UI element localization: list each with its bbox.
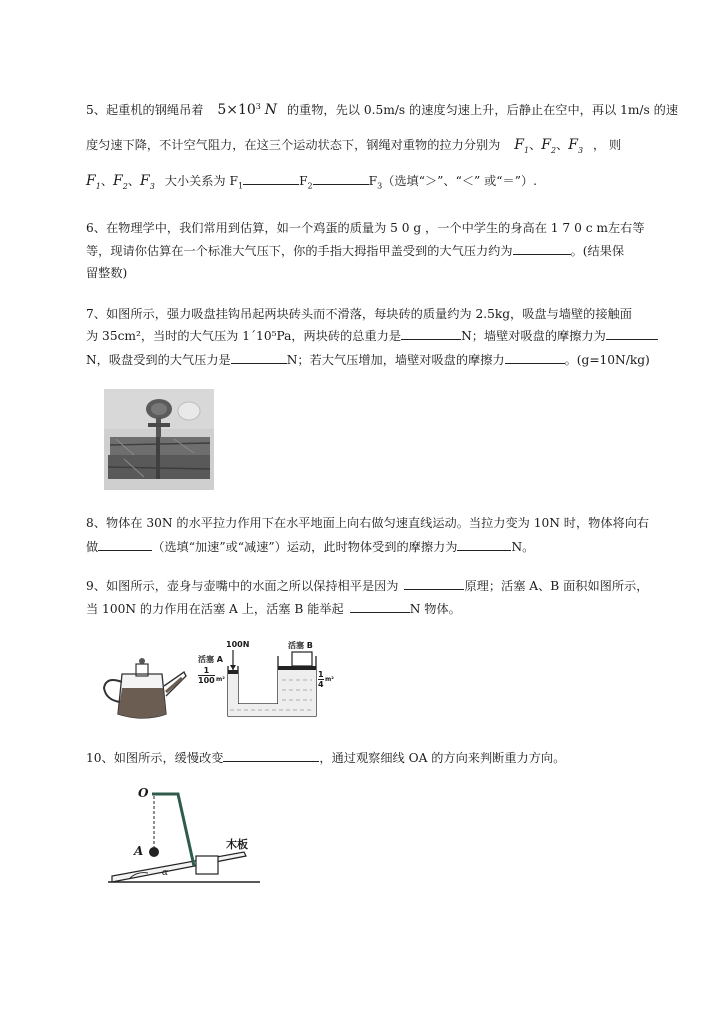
q5-subscript: 1: [95, 181, 101, 191]
q5-text: ， 则: [592, 138, 622, 152]
piston-b-label: 活塞 B: [288, 641, 313, 650]
area-a-fraction: [198, 666, 215, 685]
answer-blank[interactable]: [513, 242, 571, 255]
area-a-denominator: 100: [198, 676, 215, 685]
q5-symbol-f: F: [568, 137, 578, 153]
board-label: 木板: [226, 838, 248, 851]
point-a-label: A: [134, 844, 144, 858]
q5-symbol-f: F: [113, 173, 123, 189]
q5-text: F: [368, 174, 378, 188]
teapot-image: [100, 656, 190, 722]
q8-text: 做: [86, 540, 99, 554]
q5-subscript: 1: [523, 145, 530, 155]
q6-line3: 留整数): [86, 266, 128, 280]
q5-subscript: 3: [149, 181, 155, 191]
q5-subscript: 2: [550, 145, 557, 155]
q5-line2: [86, 136, 621, 160]
q5-text: 5、起重机的钢绳吊着: [86, 103, 204, 118]
q5-symbol-f: F: [140, 173, 150, 189]
answer-blank[interactable]: [606, 327, 658, 340]
force-label: 100N: [226, 640, 250, 649]
q5-symbol-f: F: [541, 137, 551, 153]
q9-line2: [86, 600, 461, 618]
q5-weight-exp: 3: [255, 102, 261, 111]
q10-text: 10、如图所示，缓慢改变: [86, 751, 224, 765]
q5-line1: [86, 98, 678, 119]
q9-text: 当 100N 的力作用在活塞 A 上，活塞 B 能举起: [86, 602, 344, 616]
q5-symbol-f: F: [514, 137, 524, 153]
q5-weight-unit: N: [264, 102, 277, 119]
q5-sep: 、: [127, 174, 140, 188]
q8-line1: 8、物体在 30N 的水平拉力作用下在水平地面上向右做匀速直线运动。当拉力变为 10N 时，物体将向右: [86, 516, 650, 530]
hydraulic-figure: [192, 640, 332, 722]
q8-text: N。: [511, 540, 535, 554]
suction-cup-photo: [104, 389, 214, 490]
suction-cup-bricks-image: [104, 389, 214, 490]
q6-line1: 6、在物理学中，我们常用到估算，如一个鸡蛋的质量为 5 0 g ，一个中学生的身高在 1 7 0 c m左右等: [86, 221, 645, 235]
answer-blank[interactable]: [231, 351, 287, 364]
q10-line1: [86, 749, 565, 767]
q9-text: 原理；活塞 A、B 面积如图所示，: [464, 579, 649, 593]
q5-subscript: 2: [307, 181, 313, 191]
q5-text: （选填“＞”、“＜” 或“＝”）.: [382, 174, 538, 188]
q7-text: 为 35cm²，当时的大气压为 1ˊ10⁵Pa，两块砖的总重力是: [86, 329, 402, 343]
q9-text: 9、如图所示，壶身与壶嘴中的水面之所以保持相平是因为: [86, 579, 399, 593]
q7-text: N；墙壁对吸盘的摩擦力为: [461, 329, 606, 343]
q7-line2: [86, 327, 658, 345]
q8-line2: [86, 538, 534, 556]
area-b-fraction: [318, 670, 324, 689]
q5-text: 度匀速下降，不计空气阻力，在这三个运动状态下，钢绳对重物的拉力分别为: [86, 138, 501, 152]
q5-text: 的重物，先以 0.5m/s 的速度匀速上升，后静止在空中，再以 1m/s 的速: [286, 103, 679, 118]
answer-blank[interactable]: [313, 172, 369, 185]
q7-text: N，吸盘受到的大气压力是: [86, 353, 231, 367]
q7-text: 。(g=10N/kg): [564, 353, 650, 367]
q6-line2: [86, 242, 624, 260]
q5-line3: [86, 172, 537, 196]
q5-subscript: 3: [577, 145, 584, 155]
q9-text: N 物体。: [409, 602, 461, 616]
inclined-board-figure: [104, 782, 264, 892]
area-a-unit: m²: [216, 676, 225, 683]
q5-text: F: [299, 174, 308, 188]
q5-symbol-f: F: [86, 173, 96, 189]
q5-text: 大小关系为 F: [164, 174, 238, 188]
q5-sep: 、: [100, 174, 113, 188]
answer-blank[interactable]: [457, 538, 511, 551]
angle-label: α: [162, 868, 169, 878]
answer-blank[interactable]: [401, 327, 461, 340]
point-o-label: O: [138, 786, 149, 800]
q6-text: 。(结果保: [570, 244, 625, 258]
area-b-denominator: 4: [318, 680, 324, 689]
piston-a-label: 活塞 A: [198, 655, 223, 664]
q7-line1: 7、如图所示，强力吸盘挂钩吊起两块砖头而不滑落，每块砖的质量约为 2.5kg，吸盘与墙壁的接触面: [86, 307, 632, 321]
q10-text: ，通过观察细线 OA 的方向来判断重力方向。: [319, 751, 566, 765]
q7-line3: [86, 351, 650, 369]
answer-blank[interactable]: [350, 600, 410, 613]
area-a-numerator: 1: [198, 666, 215, 676]
q5-sep: 、: [556, 138, 569, 152]
answer-blank[interactable]: [98, 538, 152, 551]
q5-weight-coef: 5×10: [217, 102, 256, 119]
answer-blank[interactable]: [505, 351, 565, 364]
q6-text: 等，现请你估算在一个标准大气压下，你的手指大拇指甲盖受到的大气压力约为: [86, 244, 513, 258]
area-b-unit: m²: [325, 676, 334, 683]
q5-subscript: 3: [377, 181, 383, 191]
q5-subscript: 2: [122, 181, 128, 191]
q9-line1: [86, 577, 648, 595]
teapot-figure: [100, 656, 190, 725]
area-b-numerator: 1: [318, 670, 324, 679]
answer-blank[interactable]: [404, 577, 464, 590]
q5-subscript: 1: [237, 181, 244, 191]
answer-blank[interactable]: [223, 749, 319, 762]
answer-blank[interactable]: [243, 172, 299, 185]
q5-sep: 、: [529, 138, 542, 152]
q7-text: N；若大气压增加，墙壁对吸盘的摩擦力: [286, 353, 505, 367]
q8-text: （选填“加速”或“减速”）运动，此时物体受到的摩擦力为: [152, 540, 458, 554]
